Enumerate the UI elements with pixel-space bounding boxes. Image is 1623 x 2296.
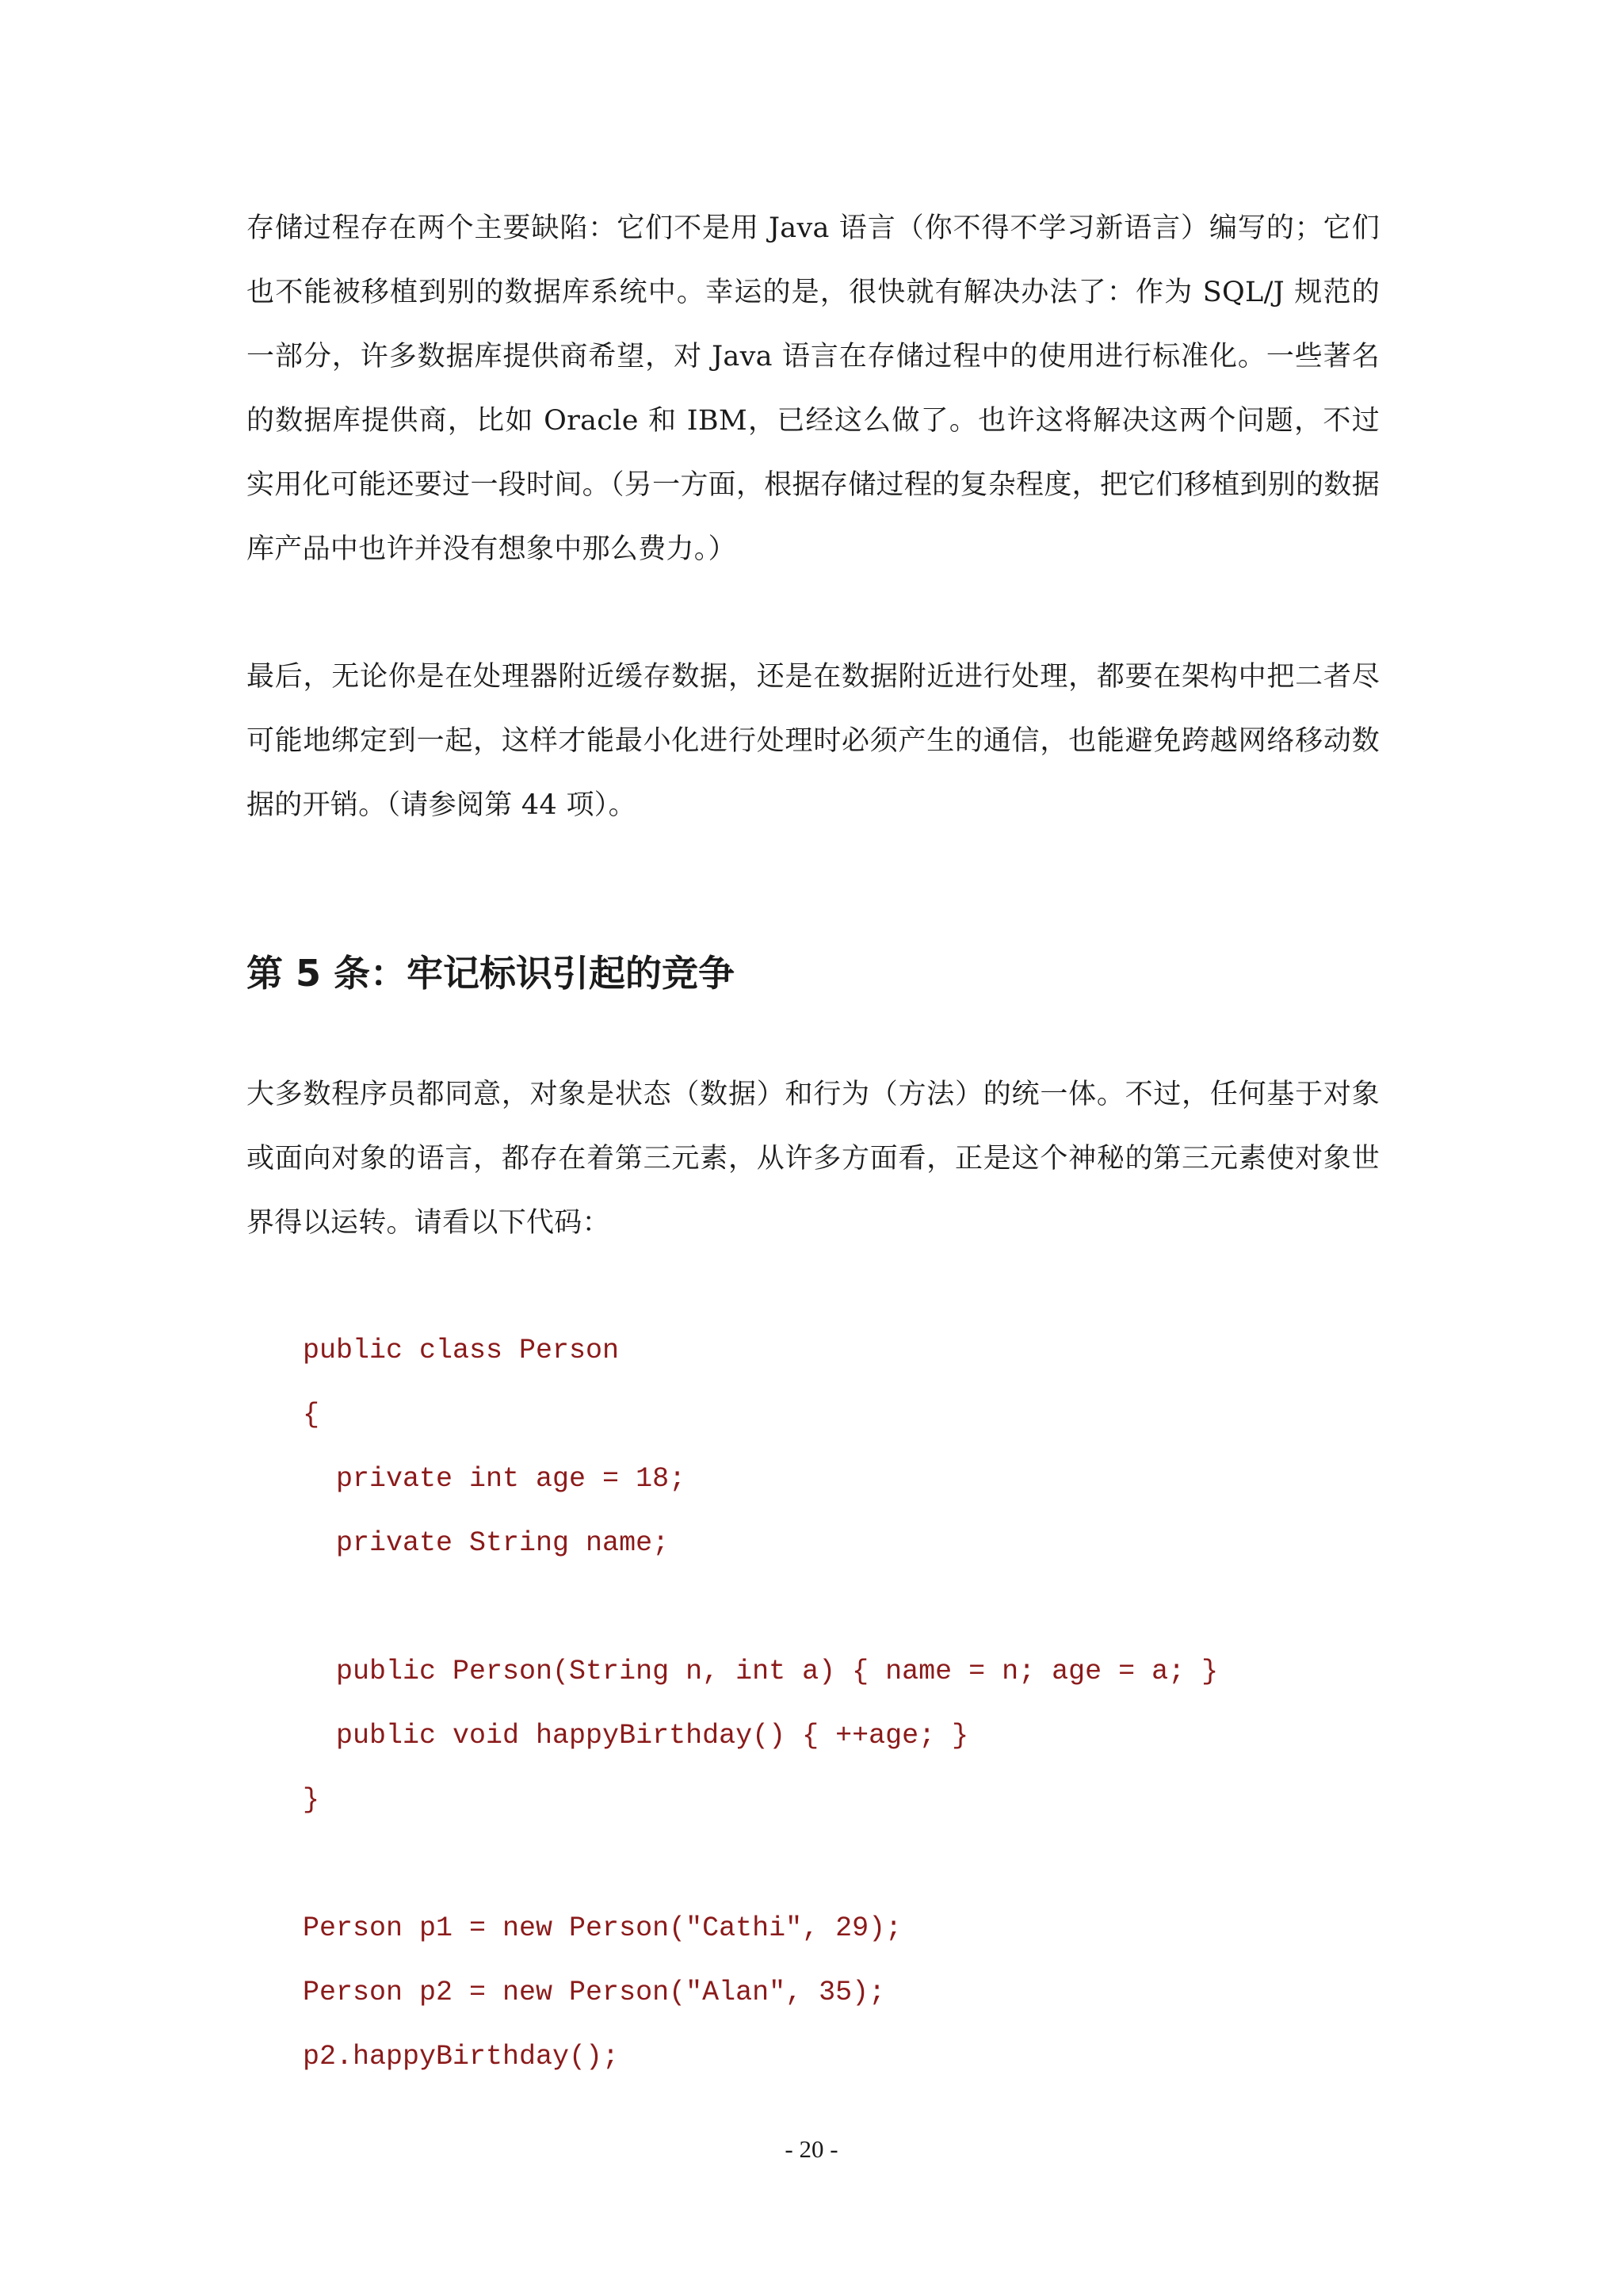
- code-line: private String name;: [303, 1527, 670, 1559]
- section-heading: 第 5 条：牢记标识引起的竞争: [246, 952, 735, 995]
- code-line: public class Person: [303, 1335, 620, 1366]
- code-block: [303, 1319, 1218, 2089]
- code-line: p2.happyBirthday();: [303, 2041, 620, 2073]
- code-line-blank: [303, 1576, 1218, 1640]
- code-line: Person p2 = new Person("Alan", 35);: [303, 1977, 886, 2008]
- code-line: private int age = 18;: [303, 1463, 686, 1495]
- code-line: Person p1 = new Person("Cathi", 29);: [303, 1912, 903, 1944]
- code-line: }: [303, 1784, 320, 1816]
- code-line-blank: [303, 1832, 1218, 1897]
- page-number: - 20 -: [785, 2135, 838, 2163]
- paragraph-intro: 大多数程序员都同意，对象是状态（数据）和行为（方法）的统一体。不过，任何基于对象或面向对象的语言，都存在着第三元素，从许多方面看，正是这个神秘的第三元素使对象世界得以运转。请看以下代码：: [246, 1079, 1380, 1239]
- code-line: public Person(String n, int a) { name = n; age = a; }: [303, 1656, 1219, 1687]
- code-line: {: [303, 1399, 320, 1431]
- paragraph-caching: 最后，无论你是在处理器附近缓存数据，还是在数据附近进行处理，都要在架构中把二者尽可能地绑定到一起，这样才能最小化进行处理时必须产生的通信，也能避免跨越网络移动数据的开销。（请参阅第 44 项）。: [246, 661, 1380, 821]
- paragraph-stored-procedures: 存储过程存在两个主要缺陷：它们不是用 Java 语言（你不得不学习新语言）编写的；它们也不能被移植到别的数据库系统中。幸运的是，很快就有解决办法了：作为 SQL/J 规范的一部分，许多数据库提供商希望，对 Java 语言在存储过程中的使用进行标准化。一些著名的数据库提供商，比如 Oracle 和 IBM，已经这么做了。也许这将解决这两个问题，不过实用化可能还要过一段时间。（另一方面，根据存储过程的复杂程度，把它们移植到别的数据库产品中也许并没有想象中那么费力。）: [246, 212, 1380, 565]
- code-line: public void happyBirthday() { ++age; }: [303, 1720, 969, 1752]
